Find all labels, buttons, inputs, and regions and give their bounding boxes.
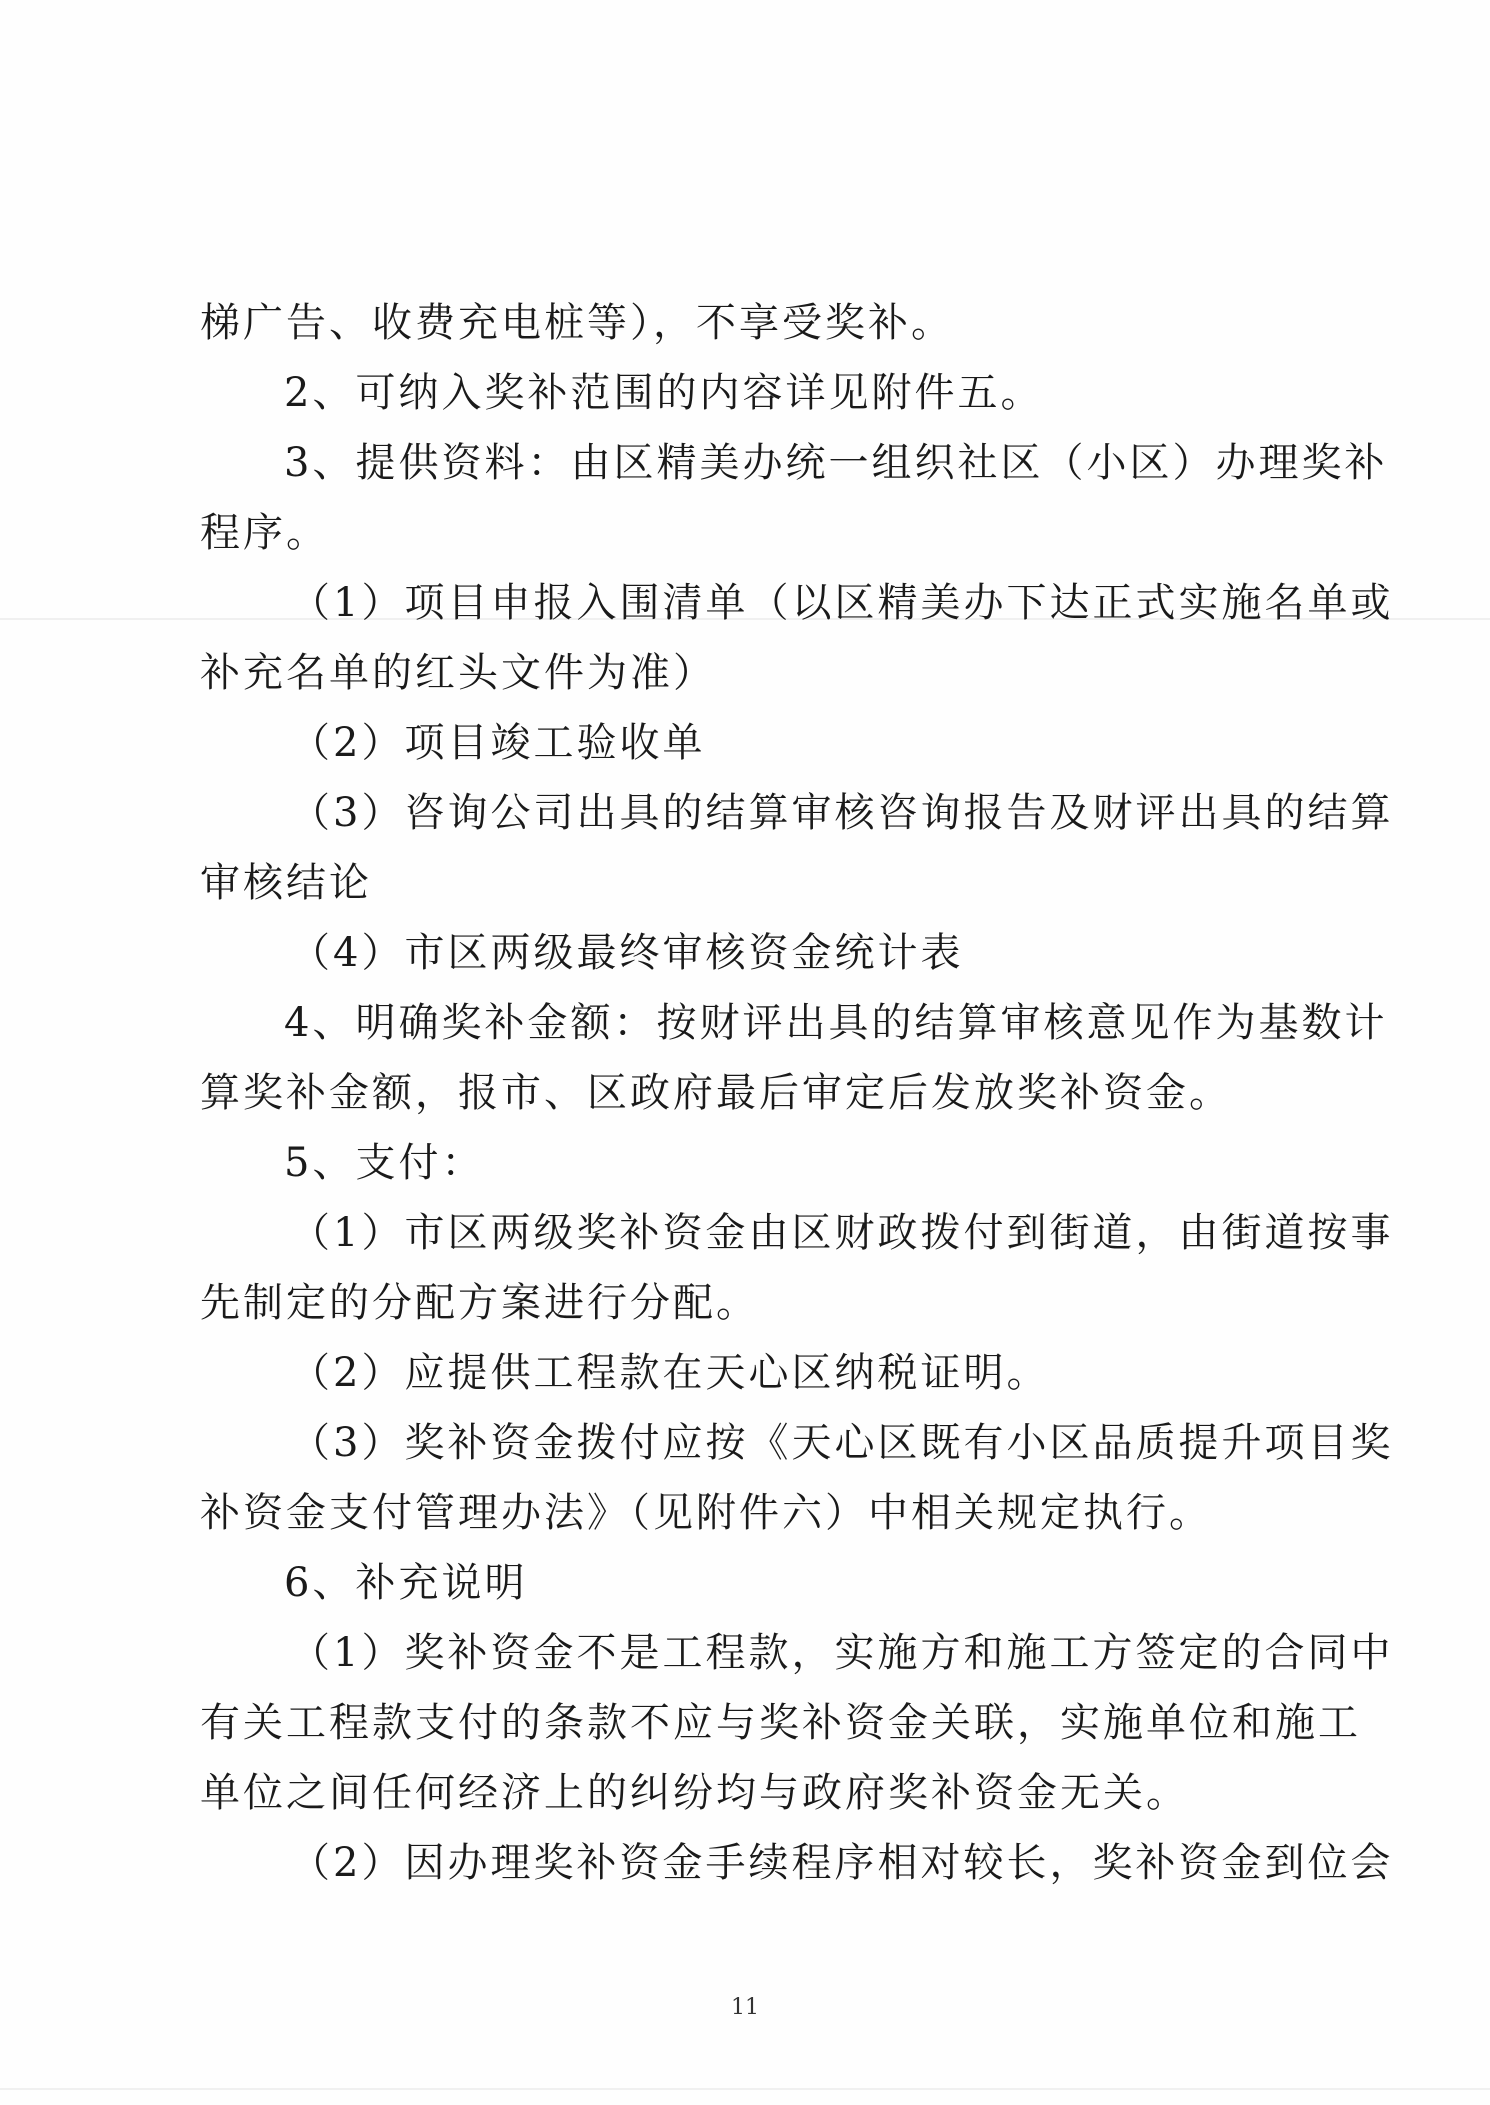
body-text <box>200 288 1394 1898</box>
paragraph-line: （1）项目申报入围清单（以区精美办下达正式实施名单或 <box>290 580 1394 626</box>
paragraph-line: 程序。 <box>200 510 329 556</box>
paragraph-line: 4、明确奖补金额：按财评出具的结算审核意见作为基数计 <box>284 1000 1388 1046</box>
scan-artifact-line <box>0 2088 1490 2090</box>
paragraph-line: 单位之间任何经济上的纠纷均与政府奖补资金无关。 <box>200 1770 1189 1816</box>
paragraph-line: 5、支付： <box>284 1140 485 1186</box>
paragraph-line: 审核结论 <box>200 860 372 906</box>
paragraph-line: （2）项目竣工验收单 <box>290 720 706 766</box>
paragraph-line: （2）因办理奖补资金手续程序相对较长，奖补资金到位会 <box>290 1840 1394 1886</box>
paragraph-line: 算奖补金额，报市、区政府最后审定后发放奖补资金。 <box>200 1070 1232 1116</box>
paragraph-line: （2）应提供工程款在天心区纳税证明。 <box>290 1350 1050 1396</box>
paragraph-line: （4）市区两级最终审核资金统计表 <box>290 930 964 976</box>
page-number: 11 <box>731 1995 759 2020</box>
paragraph-line: 有关工程款支付的条款不应与奖补资金关联，实施单位和施工 <box>200 1700 1361 1746</box>
paragraph-line: 3、提供资料：由区精美办统一组织社区（小区）办理奖补 <box>284 440 1388 486</box>
paragraph-line: 补资金支付管理办法》（见附件六）中相关规定执行。 <box>200 1490 1212 1536</box>
paragraph-line: 补充名单的红头文件为准） <box>200 650 716 696</box>
paragraph-line: （3）咨询公司出具的结算审核咨询报告及财评出具的结算 <box>290 790 1394 836</box>
paragraph-line: （1）奖补资金不是工程款，实施方和施工方签定的合同中 <box>290 1630 1394 1676</box>
paragraph-line: （1）市区两级奖补资金由区财政拨付到街道，由街道按事 <box>290 1210 1394 1256</box>
paragraph-line: 6、补充说明 <box>284 1560 528 1606</box>
paragraph-line: 梯广告、收费充电桩等），不享受奖补。 <box>200 300 954 346</box>
paragraph-line: （3）奖补资金拨付应按《天心区既有小区品质提升项目奖 <box>290 1420 1394 1466</box>
paragraph-line: 2、可纳入奖补范围的内容详见附件五。 <box>284 370 1044 416</box>
paragraph-line: 先制定的分配方案进行分配。 <box>200 1280 759 1326</box>
